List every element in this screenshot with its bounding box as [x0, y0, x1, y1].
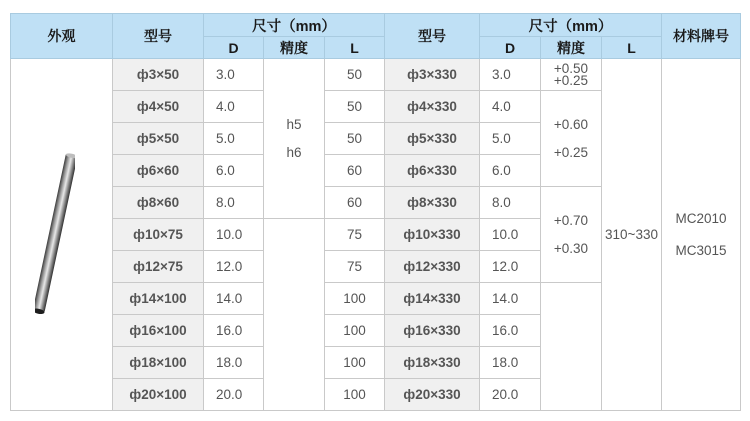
precision-lower: +0.25 — [553, 144, 589, 160]
precision-cell-left — [264, 59, 325, 219]
l-cell: 60 — [325, 155, 385, 187]
header-model: 型号 — [113, 14, 204, 59]
model-cell: ф12×330 — [385, 251, 480, 283]
d-cell: 20.0 — [480, 379, 541, 411]
l-cell: 75 — [325, 219, 385, 251]
d-cell: 10.0 — [204, 219, 264, 251]
precision-cell-right-2 — [541, 91, 602, 187]
appearance-cell — [11, 59, 113, 411]
header-precision: 精度 — [541, 37, 602, 59]
l-cell-right: 310~330 — [602, 59, 662, 411]
model-cell: ф6×330 — [385, 155, 480, 187]
d-cell: 20.0 — [204, 379, 264, 411]
precision-lower: +0.30 — [553, 240, 589, 256]
model-cell: ф10×75 — [113, 219, 204, 251]
d-cell: 3.0 — [204, 59, 264, 91]
model-cell: ф20×330 — [385, 379, 480, 411]
l-cell: 100 — [325, 283, 385, 315]
d-cell: 16.0 — [480, 315, 541, 347]
d-cell: 6.0 — [204, 155, 264, 187]
l-cell: 100 — [325, 347, 385, 379]
d-cell: 8.0 — [480, 187, 541, 219]
table-body — [11, 59, 741, 411]
precision-upper: +0.50 — [553, 60, 589, 76]
l-cell: 60 — [325, 187, 385, 219]
spec-table-container — [10, 13, 740, 413]
d-cell: 18.0 — [480, 347, 541, 379]
model-cell: ф18×100 — [113, 347, 204, 379]
model-cell: ф14×330 — [385, 283, 480, 315]
d-cell: 18.0 — [204, 347, 264, 379]
l-cell: 50 — [325, 59, 385, 91]
d-cell: 5.0 — [204, 123, 264, 155]
header-appearance: 外观 — [11, 14, 113, 59]
d-cell: 14.0 — [480, 283, 541, 315]
model-cell: ф4×50 — [113, 91, 204, 123]
precision-h5: h5 — [286, 116, 302, 132]
header-size-mm: 尺寸（mm） — [204, 14, 385, 37]
table-header — [11, 14, 741, 59]
material-mc3015: MC3015 — [675, 242, 727, 258]
header-precision: 精度 — [264, 37, 325, 59]
model-cell: ф20×100 — [113, 379, 204, 411]
header-l: L — [325, 37, 385, 59]
precision-cell-right-3 — [541, 187, 602, 283]
l-cell: 100 — [325, 379, 385, 411]
model-cell: ф8×330 — [385, 187, 480, 219]
header-l: L — [602, 37, 662, 59]
header-d: D — [204, 37, 264, 59]
d-cell: 10.0 — [480, 219, 541, 251]
header-model: 型号 — [385, 14, 480, 59]
d-cell: 6.0 — [480, 155, 541, 187]
l-cell: 75 — [325, 251, 385, 283]
d-cell: 16.0 — [204, 315, 264, 347]
precision-cell-left-empty — [264, 219, 325, 411]
model-cell: ф5×330 — [385, 123, 480, 155]
model-cell: ф16×330 — [385, 315, 480, 347]
d-cell: 4.0 — [204, 91, 264, 123]
d-cell: 12.0 — [204, 251, 264, 283]
precision-upper: +0.60 — [553, 116, 589, 132]
l-cell: 50 — [325, 123, 385, 155]
header-material: 材料牌号 — [662, 14, 741, 59]
d-cell: 3.0 — [480, 59, 541, 91]
l-cell: 100 — [325, 315, 385, 347]
model-cell: ф3×50 — [113, 59, 204, 91]
model-cell: ф5×50 — [113, 123, 204, 155]
material-cell — [662, 59, 741, 411]
table-row — [11, 59, 741, 91]
precision-cell-right-1 — [541, 59, 602, 91]
precision-upper: +0.70 — [553, 212, 589, 228]
model-cell: ф8×60 — [113, 187, 204, 219]
model-cell: ф3×330 — [385, 59, 480, 91]
model-cell: ф14×100 — [113, 283, 204, 315]
model-cell: ф10×330 — [385, 219, 480, 251]
precision-lower: +0.25 — [553, 72, 589, 88]
header-size-mm: 尺寸（mm） — [480, 14, 662, 37]
precision-h6: h6 — [286, 144, 302, 160]
model-cell: ф12×75 — [113, 251, 204, 283]
model-cell: ф6×60 — [113, 155, 204, 187]
l-cell: 50 — [325, 91, 385, 123]
header-d: D — [480, 37, 541, 59]
d-cell: 12.0 — [480, 251, 541, 283]
material-mc2010: MC2010 — [675, 210, 727, 226]
d-cell: 4.0 — [480, 91, 541, 123]
d-cell: 5.0 — [480, 123, 541, 155]
carbide-rod-icon — [35, 151, 75, 317]
model-cell: ф4×330 — [385, 91, 480, 123]
precision-cell-right-empty — [541, 283, 602, 411]
model-cell: ф16×100 — [113, 315, 204, 347]
model-cell: ф18×330 — [385, 347, 480, 379]
d-cell: 14.0 — [204, 283, 264, 315]
spec-table — [10, 13, 741, 411]
d-cell: 8.0 — [204, 187, 264, 219]
